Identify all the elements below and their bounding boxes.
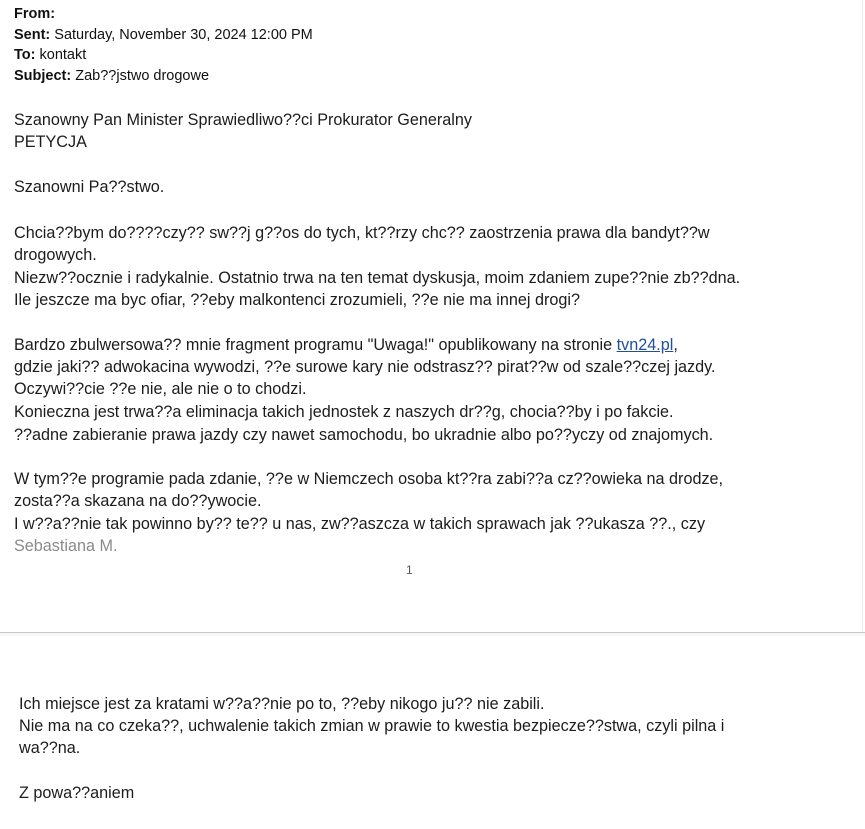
greeting: Szanowni Pa??stwo. — [14, 178, 165, 196]
header-subject — [14, 66, 209, 87]
paragraph-line: wa??na. — [19, 739, 81, 757]
header-sent — [14, 25, 313, 46]
page-edge-line — [862, 0, 863, 632]
paragraph-line: drogowych. — [14, 246, 97, 264]
header-to — [14, 45, 86, 66]
para2-prefix: Bardzo zbulwersowa?? mnie fragment programu "Uwaga!" opublikowany na stronie — [14, 336, 617, 354]
paragraph-line: Nie ma na co czeka??, uchwalenie takich zmian w prawie to kwestia bezpiecze??stwa, czyli pilna i — [19, 717, 725, 735]
tvn24-link[interactable]: tvn24.pl — [616, 336, 674, 354]
addressee-line-1: Szanowny Pan Minister Sprawiedliwo??ci Prokurator Generalny — [14, 111, 472, 129]
paragraph-line: Chcia??bym do????czy?? sw??j g??os do tych, kt??rzy chc?? zaostrzenia prawa dla bandyt??w — [14, 224, 710, 242]
to-value: kontakt — [39, 47, 87, 63]
paragraph-line: I w??a??nie tak powinno by?? te?? u nas, zw??aszcza w takich sprawach jak ??ukasza ??., czy — [14, 515, 706, 533]
paragraph-line-with-link — [14, 336, 678, 355]
paragraph-line: gdzie jaki?? adwokacina wywodzi, ??e surowe kary nie odstrasz?? pirat??w od szale??czej jazdy. — [14, 358, 716, 376]
paragraph-line: Niezw??ocznie i radykalnie. Ostatnio trwa na ten temat dyskusja, moim zdaniem zupe??nie zb??dna. — [14, 269, 741, 287]
para2-suffix: , — [673, 336, 678, 354]
paragraph-line: W tym??e programie pada zdanie, ??e w Niemczech osoba kt??ra zabi??a cz??owieka na drodze, — [14, 470, 724, 488]
sent-label: Sent: — [14, 26, 51, 43]
to-label: To: — [14, 47, 36, 63]
from-label: From: — [14, 6, 56, 22]
paragraph-line: Ich miejsce jest za kratami w??a??nie po to, ??eby nikogo ju?? nie zabili. — [19, 695, 545, 713]
subject-value: Zab??jstwo drogowe — [75, 67, 210, 84]
addressee-line-2: PETYCJA — [14, 133, 87, 151]
page-number: 1 — [406, 563, 413, 577]
document-page-2 — [0, 636, 865, 829]
subject-label: Subject: — [14, 67, 72, 84]
paragraph-line-faded: Sebastiana M. — [14, 537, 118, 555]
paragraph-line: Oczywi??cie ??e nie, ale nie o to chodzi. — [14, 380, 307, 398]
paragraph-line: zosta??a skazana na do??ywocie. — [14, 492, 262, 510]
header-from — [14, 4, 55, 25]
sent-value: Saturday, November 30, 2024 12:00 PM — [54, 26, 313, 43]
paragraph-line: ??adne zabieranie prawa jazdy czy nawet samochodu, bo ukradnie albo po??yczy od znajomych. — [14, 426, 714, 444]
paragraph-line: Konieczna jest trwa??a eliminacja takich jednostek z naszych dr??g, chocia??by i po fakcie. — [14, 403, 674, 421]
closing: Z powa??aniem — [19, 784, 135, 802]
paragraph-line: Ile jeszcze ma byc ofiar, ??eby malkontenci zrozumieli, ??e nie ma innej drogi? — [14, 291, 580, 309]
